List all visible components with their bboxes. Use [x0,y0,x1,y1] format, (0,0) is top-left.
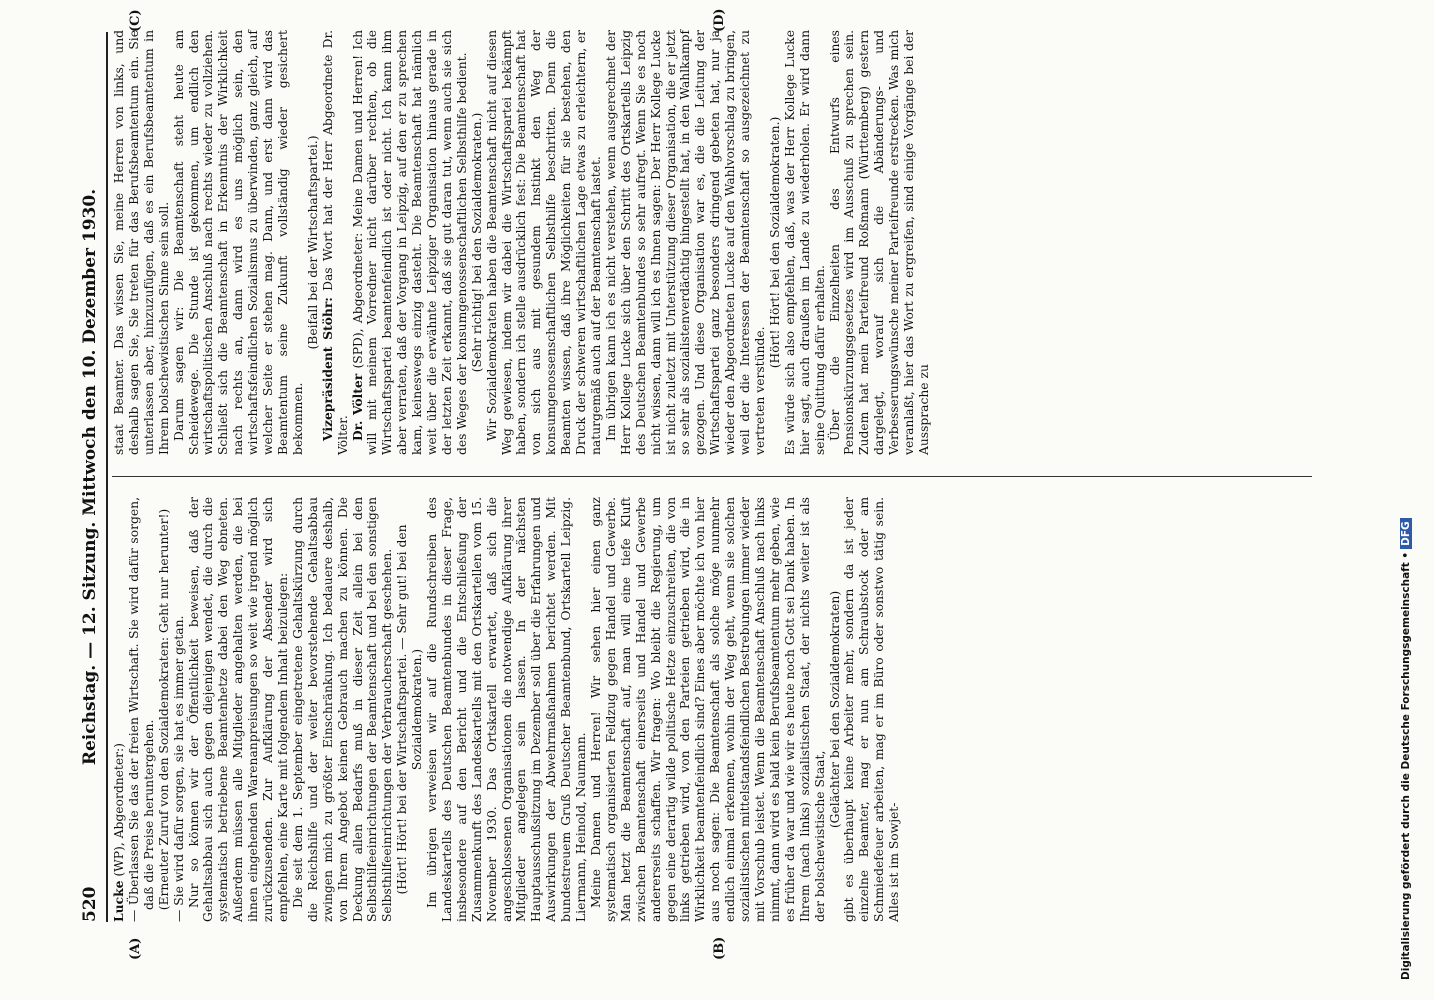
paragraph [157,497,172,922]
paragraph [172,30,306,455]
left-text-column [112,497,902,922]
paragraph [589,497,828,922]
speaker-name: Vizepräsident Stöhr: [319,297,335,441]
paragraph [112,497,127,922]
paragraph-text: (Sehr richtig! bei den Sozialdemokraten.) [469,112,484,373]
paragraph [425,497,589,922]
paragraph-text: (Erneuter Zuruf von den Sozialdemokraten: Geht nur herunter!) [156,508,171,911]
paragraph-text: (Beifall bei der Wirtschaftspartei.) [305,135,320,350]
paragraph-text: Im übrigen verweisen wir auf die Rundschreiben des Landeskartells des Deutschen Beamtenbundes in dieser Frage, insbesondere auf den Bericht und die Entschließung der Zusammenkunft des Landeskartells mit den Ortskartellen vom 15. November 1930. Das Ortskartell erwartet, daß sich die angeschlossenen Organisationen die notwendige Aufklärung ihrer Mitglieder angelegen sein lassen. In der nächsten Hauptausschußsitzung im Dezember soll über die Erfahrungen und Auswirkungen der Abwehrmaßnahmen berichtet werden. Mit bundestreuem Gruß Deutscher Beamtenbund, Ortskartell Leipzig. Liermann, Heinold, Naumann. [425,497,589,922]
paragraph-text: Im übrigen kann ich es nicht verstehen, wenn ausgerechnet der Herr Kollege Lucke sich über den Schritt des Ortskartells Leipzig des Deutschen Beamtenbundes so sehr aufregt. Wenn Sie es noch nicht wissen, dann will ich es Ihnen sagen: Der Herr Kollege Lucke ist nicht zuletzt mit Unterstützung dieser Organisation, die er jetzt so sehr als sozialistenverdächtig hingestellt hat, in den Wahlkampf gezogen. Und diese Organisation war es, die die Leitung der Wirtschaftspartei ganz besonders dringend gebeten hat, nur ja wieder den Abgeordneten Lucke auf den Wahlvorschlag zu bringen, weil der die Interessen der Beamtenschaft so ausgezeichnet zu vertreten verstünde. [603,30,767,455]
paragraph [470,30,485,455]
paragraph-text: (Gelächter bei den Sozialdemokraten) [827,590,842,829]
paragraph-text: Nur so können wir der Öffentlichkeit beweisen, daß der Gehaltsabbau sich auch gegen diejenigen wendet, die durch die systematisch betriebene Beamtenhetze dabei den Weg ebneten. Außerdem müssen alle Mitglieder angehalten werden, die bei ihnen eingehenden Warenanpreisungen so weit wie irgend möglich zurückzusenden. Zur Aufklärung der Absender wird sich empfehlen, eine Karte mit folgendem Inhalt beizulegen: [186,497,290,922]
paragraph-text: staat Beamter. Das wissen Sie, meine Herren von links, und deshalb sagen Sie, Sie treten für das Berufsbeamtentum ein. Sie unterlassen aber, hinzuzufügen, daß es ein Berufsbeamtentum in Ihrem bolschewistischen Sinne sein soll. [112,30,171,455]
dfg-logo: DFG [1400,518,1412,549]
paragraph [172,497,187,922]
paragraph-text: Wir Sozialdemokraten haben die Beamtenschaft nicht auf diesen Weg gewiesen, indem wir dabei die Wirtschaftspartei bekämpft haben, sondern ich stelle ausdrücklich fest: Die Beamtenschaft hat von sich aus mit gesundem Instinkt den Weg der konsumgenossenschaftlichen Selbsthilfe beschritten. Denn die Beamten wissen, daß ihre Möglichkeiten für sie bestehen, den Druck der schweren wirtschaftlichen Lage etwas zu erleichtern, er naturgemäß auch auf der Beamtenschaft lastet. [484,30,603,455]
paragraph-text: (WP), Abgeordneter:) [112,743,126,881]
paragraph-text: — Überlassen Sie das der freien Wirtschaft. Sie wird dafür sorgen, daß die Preise heruntergehen. [126,497,156,922]
paragraph [306,30,321,455]
paragraph [187,497,291,922]
paragraph [842,497,902,922]
margin-mark-a: (A) [128,937,143,960]
margin-mark-c: (C) [128,9,143,32]
paragraph [127,497,157,922]
paragraph [828,497,843,922]
paragraph-text: (SPD), Abgeordneter: Meine Damen und Herren! Ich will mit meinem Vorredner nicht darüber rechten, ob die Wirtschaftspartei beamtenfeindlich ist oder nicht. Ich kann ihm aber verraten, daß der Vorgang in Leipzig, auf den er zu sprechen kam, keineswegs einzig dasteht. Die Beamtenschaft hat nämlich weit über die erwähnte Leipziger Organisation hinaus gerade in der letzten Zeit erkannt, daß sie gut daran tut, wenn auch sie sich des Weges der konsumgenossenschaftlichen Selbsthilfe bedient. [350,29,469,455]
digitization-credit [1400,0,1412,980]
paragraph-text: (Hört! Hört! bei den Sozialdemokraten.) [767,116,782,369]
speaker-name: Dr. Völter [349,373,365,441]
running-head [80,32,108,922]
paragraph-text: Das Wort hat der Herr Abgeordnete Dr. Völter. [320,30,350,455]
header-title: Reichstag. — 12. Sitzung. Mittwoch den 10. Dezember 1930. [80,188,100,766]
paragraph [351,30,470,455]
paragraph [395,497,425,922]
page-number: 520 [80,886,100,922]
paragraph [768,30,783,455]
right-text-column [112,30,932,455]
paragraph-text: Meine Damen und Herren! Wir sehen hier einen ganz systematisch organisierten Feldzug gegen Handel und Gewerbe. Man hetzt die Beamtenschaft auf, man will eine tiefe Kluft zwischen Beamtenschaft einerseits und Handel und Gewerbe andererseits schaffen. Wir fragen: Wo bleibt die Regierung, um gegen eine derartig wilde politische Hetze einzuschreiten, die von links getrieben wird, von den Parteien getrieben wird, die in Wirklichkeit beamtenfeindlich sind? Eines aber möchte ich von hier aus noch sagen: Die Beamtenschaft als solche möge nunmehr endlich einmal erkennen, wohin der Weg geht, wenn sie solchen sozialistischen mittelstandsfeindlichen Bestrebungen immer wieder mit Vorschub leistet. Wenn die Beamtenschaft Anschluß nach links nimmt, dann wird es bald kein Berufsbeamtentum mehr geben, wie es früher da war und wie wir es heute noch Gott sei Dank haben. In Ihrem (nach links) sozialistischen Staat, der nichts weiter ist als der bolschewistische Staat, [589,497,827,922]
margin-mark-b: (B) [712,936,727,960]
paragraph [828,30,932,455]
speaker-name: Lucke [111,880,126,922]
margin-mark-d: (D) [712,8,727,32]
paragraph [604,30,768,455]
paragraph-text: gibt es überhaupt keine Arbeiter mehr, sondern da ist jeder einzelne Beamter, mag er nun am Schraubstock oder am Schmiedefeuer arbeiten, mag er im Büro oder sonstwo tätig sein. Alles ist im Sowjet- [842,497,902,922]
credit-text: Digitalisierung gefördert durch die Deutsche Forschungsgemeinschaft • [1400,551,1412,980]
paragraph-text: Es würde sich also empfehlen, daß, was der Herr Kollege Lucke hier sagt, auch draußen im Lande zu wiederholen. Er wird dann seine Quittung dafür erhalten. [782,30,827,455]
paragraph [783,30,828,455]
paragraph [112,30,172,455]
paragraph [485,30,604,455]
paragraph [321,30,351,455]
paragraph-text: (Hört! Hört! bei der Wirtschaftspartei. — Sehr gut! bei den Sozialdemokraten.) [395,524,425,895]
paragraph [291,497,395,922]
paragraph-text: Über die Einzelheiten des Entwurfs eines Pensionskürzungsgesetzes wird im Ausschuß zu sprechen sein. Zudem hat mein Parteifreund Roßmann (Württemberg) gestern dargelegt, worauf sich die Abänderungs- und Verbesserungswünsche meiner Parteifreunde erstrecken. Was mich veranlaßt, hier das Wort zu ergreifen, sind einige Vorgänge bei der Aussprache zu [827,30,931,455]
paragraph-text: — Sie wird dafür sorgen, sie hat es immer getan. [171,615,186,922]
paragraph-text: Darum sagen wir: Die Beamtenschaft steht heute am Scheidewege. Die Stunde ist gekommen, um endlich den wirtschaftspolitischen Anschluß nach rechts wieder zu vollziehen. Schließt sich die Beamtenschaft in Erkenntnis der Wirklichkeit nach rechts an, dann wird es uns möglich sein, den wirtschaftsfeindlichen Sozialismus zu überwinden, ganz gleich, auf welcher Seite er stehen mag. Dann, und erst dann wird das Beamtentum seine Zukunft vollständig wieder gesichert bekommen. [171,30,305,455]
paragraph-text: Die seit dem 1. September eingetretene Gehaltskürzung durch die Reichshilfe und der weiter bevorstehende Gehaltsabbau zwingen mich zu größter Einschränkung. Ich bedauere deshalb, von Ihrem Angebot keinen Gebrauch machen zu können. Die Deckung allen Bedarfs muß in dieser Zeit allein bei den Selbsthilfeeinrichtungen der Beamtenschaft und bei den sonstigen Selbsthilfeeinrichtungen der Verbraucherschaft geschehen. [290,497,395,922]
column-divider [112,476,1312,477]
